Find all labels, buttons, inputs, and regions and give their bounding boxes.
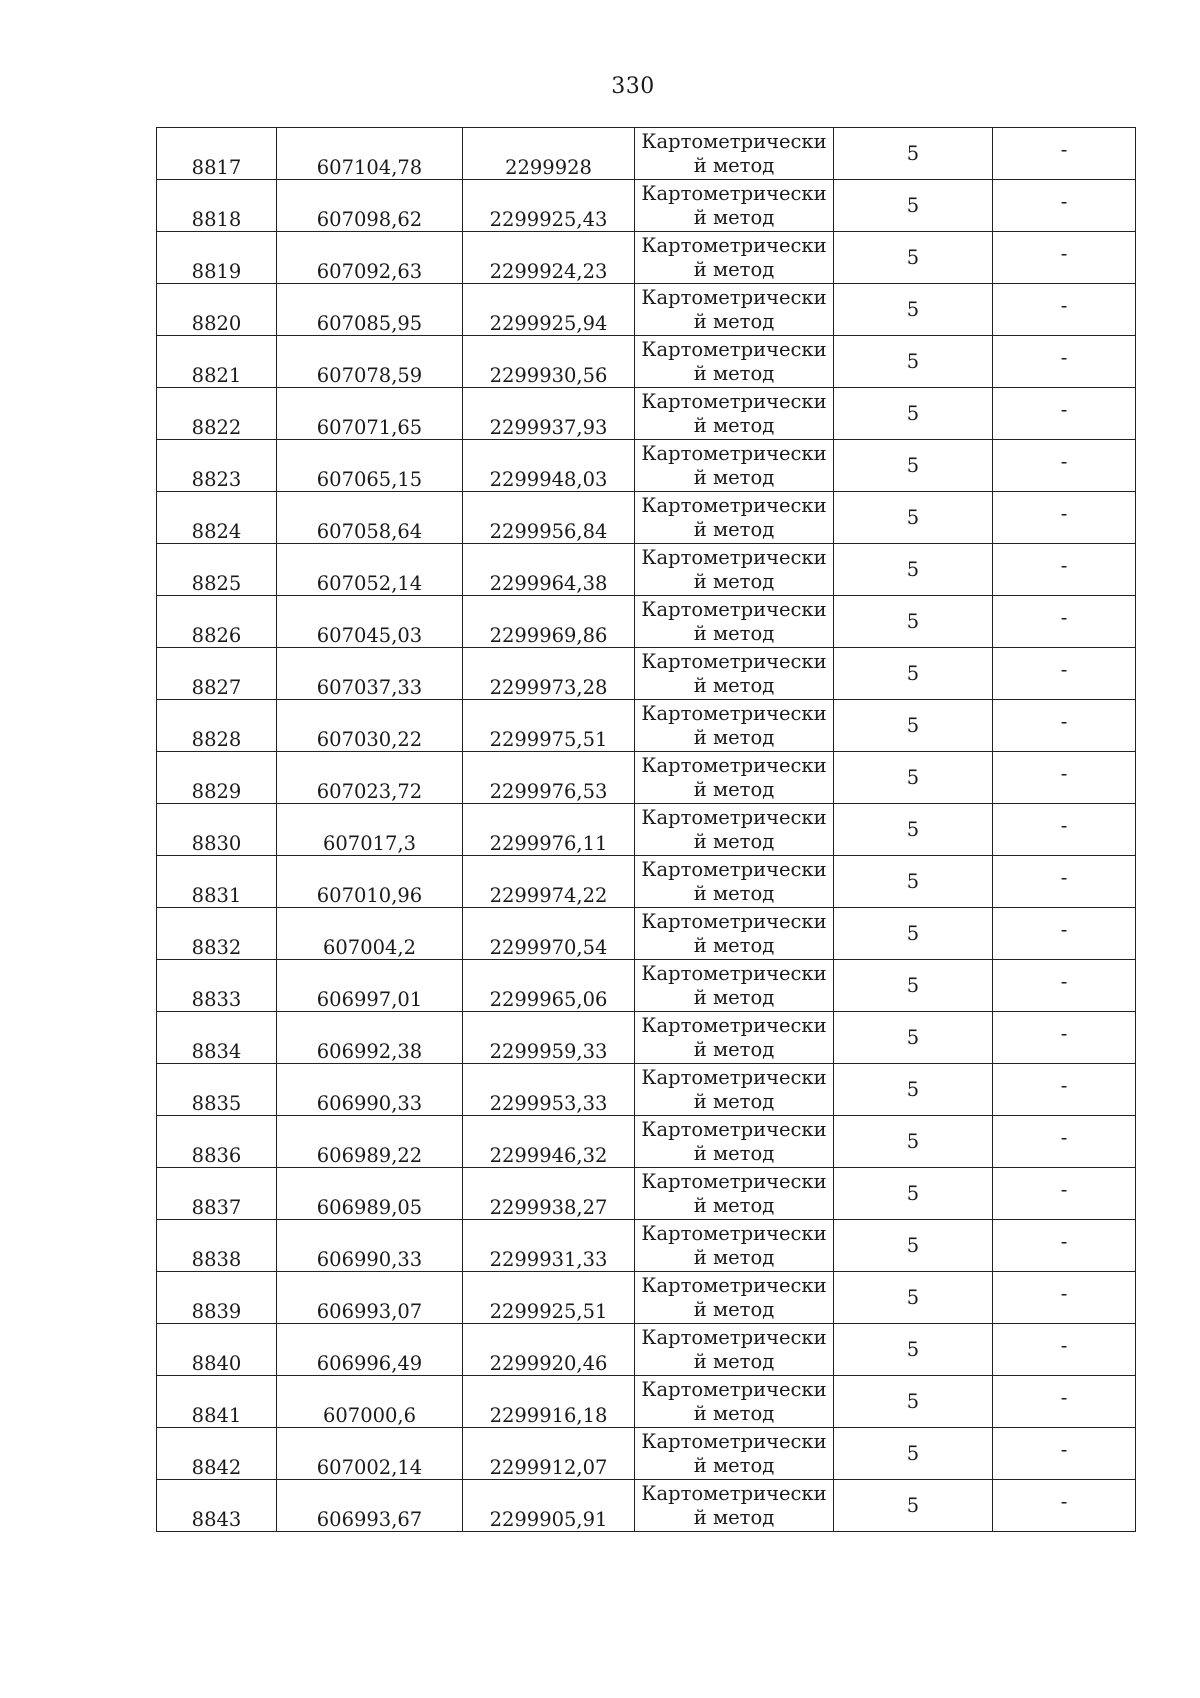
y-coordinate-cell: 2299973,28	[463, 648, 635, 700]
accuracy-cell: 5	[834, 1480, 993, 1532]
y-coordinate-cell: 2299959,33	[463, 1012, 635, 1064]
point-number-cell: 8838	[157, 1220, 277, 1272]
y-coordinate-cell: 2299969,86	[463, 596, 635, 648]
y-coordinate-cell: 2299976,53	[463, 752, 635, 804]
note-cell	[993, 1168, 1136, 1220]
x-coordinate-cell: 606993,07	[277, 1272, 463, 1324]
table-row	[157, 1376, 1136, 1428]
x-coordinate-cell: 606992,38	[277, 1012, 463, 1064]
note-dash: -	[1060, 190, 1068, 213]
method-line-2: й метод	[693, 413, 775, 437]
method-cell	[635, 1012, 834, 1064]
y-coordinate-cell: 2299974,22	[463, 856, 635, 908]
x-coordinate-cell: 607030,22	[277, 700, 463, 752]
method-line-2: й метод	[693, 569, 775, 593]
point-number-cell: 8832	[157, 908, 277, 960]
point-number-cell: 8835	[157, 1064, 277, 1116]
x-coordinate-cell: 607002,14	[277, 1428, 463, 1480]
method-line-2: й метод	[693, 985, 775, 1009]
accuracy-cell: 5	[834, 1012, 993, 1064]
method-cell	[635, 1376, 834, 1428]
y-coordinate-cell: 2299938,27	[463, 1168, 635, 1220]
table-row	[157, 1168, 1136, 1220]
y-coordinate-cell: 2299956,84	[463, 492, 635, 544]
note-dash: -	[1060, 1074, 1068, 1097]
method-line-2: й метод	[693, 777, 775, 801]
table-row	[157, 856, 1136, 908]
point-number-cell: 8818	[157, 180, 277, 232]
method-line-1: Картометрически	[641, 909, 827, 933]
method-line-1: Картометрически	[641, 597, 827, 621]
note-dash: -	[1060, 1126, 1068, 1149]
x-coordinate-cell: 606993,67	[277, 1480, 463, 1532]
table-row	[157, 440, 1136, 492]
x-coordinate-cell: 607065,15	[277, 440, 463, 492]
note-dash: -	[1060, 606, 1068, 629]
method-line-2: й метод	[693, 1193, 775, 1217]
table-row	[157, 804, 1136, 856]
method-line-2: й метод	[693, 465, 775, 489]
point-number-cell: 8821	[157, 336, 277, 388]
x-coordinate-cell: 606996,49	[277, 1324, 463, 1376]
method-cell	[635, 700, 834, 752]
method-line-1: Картометрически	[641, 753, 827, 777]
point-number-cell: 8837	[157, 1168, 277, 1220]
table-row	[157, 960, 1136, 1012]
x-coordinate-cell: 607010,96	[277, 856, 463, 908]
method-line-2: й метод	[693, 361, 775, 385]
method-line-1: Картометрически	[641, 1325, 827, 1349]
method-line-2: й метод	[693, 309, 775, 333]
method-cell	[635, 180, 834, 232]
x-coordinate-cell: 607037,33	[277, 648, 463, 700]
method-line-2: й метод	[693, 1089, 775, 1113]
note-dash: -	[1060, 1022, 1068, 1045]
table-row	[157, 1064, 1136, 1116]
method-line-1: Картометрически	[641, 1013, 827, 1037]
table-row	[157, 1324, 1136, 1376]
method-cell	[635, 1220, 834, 1272]
note-dash: -	[1060, 814, 1068, 837]
accuracy-cell: 5	[834, 1220, 993, 1272]
method-line-1: Картометрически	[641, 857, 827, 881]
point-number-cell: 8830	[157, 804, 277, 856]
y-coordinate-cell: 2299976,11	[463, 804, 635, 856]
point-number-cell: 8843	[157, 1480, 277, 1532]
method-line-1: Картометрически	[641, 1481, 827, 1505]
method-line-2: й метод	[693, 205, 775, 229]
method-line-2: й метод	[693, 673, 775, 697]
x-coordinate-cell: 607045,03	[277, 596, 463, 648]
y-coordinate-cell: 2299931,33	[463, 1220, 635, 1272]
x-coordinate-cell: 607104,78	[277, 128, 463, 180]
table-row	[157, 700, 1136, 752]
y-coordinate-cell: 2299953,33	[463, 1064, 635, 1116]
y-coordinate-cell: 2299925,43	[463, 180, 635, 232]
accuracy-cell: 5	[834, 492, 993, 544]
method-line-1: Картометрически	[641, 1377, 827, 1401]
method-line-1: Картометрически	[641, 545, 827, 569]
note-cell	[993, 544, 1136, 596]
accuracy-cell: 5	[834, 1272, 993, 1324]
table-row	[157, 648, 1136, 700]
note-cell	[993, 1376, 1136, 1428]
note-cell	[993, 440, 1136, 492]
note-dash: -	[1060, 1178, 1068, 1201]
table-row	[157, 752, 1136, 804]
note-dash: -	[1060, 450, 1068, 473]
method-line-1: Картометрически	[641, 1429, 827, 1453]
method-line-2: й метод	[693, 621, 775, 645]
x-coordinate-cell: 607023,72	[277, 752, 463, 804]
method-cell	[635, 1480, 834, 1532]
method-line-1: Картометрически	[641, 129, 827, 153]
note-cell	[993, 908, 1136, 960]
method-cell	[635, 1428, 834, 1480]
note-cell	[993, 1012, 1136, 1064]
point-number-cell: 8823	[157, 440, 277, 492]
table-row	[157, 1272, 1136, 1324]
accuracy-cell: 5	[834, 960, 993, 1012]
note-cell	[993, 128, 1136, 180]
note-cell	[993, 596, 1136, 648]
accuracy-cell: 5	[834, 1324, 993, 1376]
accuracy-cell: 5	[834, 180, 993, 232]
method-line-2: й метод	[693, 1141, 775, 1165]
y-coordinate-cell: 2299924,23	[463, 232, 635, 284]
table-row	[157, 1480, 1136, 1532]
accuracy-cell: 5	[834, 908, 993, 960]
table-row	[157, 388, 1136, 440]
note-dash: -	[1060, 1386, 1068, 1409]
accuracy-cell: 5	[834, 648, 993, 700]
coordinates-table	[156, 127, 1136, 1532]
note-cell	[993, 388, 1136, 440]
method-line-2: й метод	[693, 1349, 775, 1373]
accuracy-cell: 5	[834, 336, 993, 388]
note-dash: -	[1060, 658, 1068, 681]
table-row	[157, 284, 1136, 336]
method-line-2: й метод	[693, 1505, 775, 1529]
accuracy-cell: 5	[834, 232, 993, 284]
note-dash: -	[1060, 918, 1068, 941]
x-coordinate-cell: 607017,3	[277, 804, 463, 856]
note-dash: -	[1060, 294, 1068, 317]
note-cell	[993, 1272, 1136, 1324]
method-line-2: й метод	[693, 153, 775, 177]
method-line-1: Картометрически	[641, 701, 827, 725]
method-line-1: Картометрически	[641, 233, 827, 257]
y-coordinate-cell: 2299916,18	[463, 1376, 635, 1428]
x-coordinate-cell: 607000,6	[277, 1376, 463, 1428]
y-coordinate-cell: 2299937,93	[463, 388, 635, 440]
method-cell	[635, 388, 834, 440]
accuracy-cell: 5	[834, 1064, 993, 1116]
method-line-2: й метод	[693, 517, 775, 541]
point-number-cell: 8842	[157, 1428, 277, 1480]
method-line-1: Картометрически	[641, 493, 827, 517]
table-row	[157, 1116, 1136, 1168]
accuracy-cell: 5	[834, 700, 993, 752]
table-row	[157, 596, 1136, 648]
y-coordinate-cell: 2299970,54	[463, 908, 635, 960]
note-cell	[993, 960, 1136, 1012]
note-dash: -	[1060, 398, 1068, 421]
method-cell	[635, 232, 834, 284]
method-line-1: Картометрически	[641, 441, 827, 465]
point-number-cell: 8840	[157, 1324, 277, 1376]
method-line-2: й метод	[693, 1297, 775, 1321]
method-line-1: Картометрически	[641, 1221, 827, 1245]
point-number-cell: 8836	[157, 1116, 277, 1168]
method-cell	[635, 856, 834, 908]
table-row	[157, 180, 1136, 232]
method-line-1: Картометрически	[641, 649, 827, 673]
point-number-cell: 8824	[157, 492, 277, 544]
note-dash: -	[1060, 554, 1068, 577]
note-dash: -	[1060, 502, 1068, 525]
note-cell	[993, 1480, 1136, 1532]
table-row	[157, 1428, 1136, 1480]
note-cell	[993, 1116, 1136, 1168]
note-dash: -	[1060, 970, 1068, 993]
note-cell	[993, 180, 1136, 232]
note-dash: -	[1060, 762, 1068, 785]
accuracy-cell: 5	[834, 856, 993, 908]
table-row	[157, 908, 1136, 960]
note-cell	[993, 284, 1136, 336]
y-coordinate-cell: 2299925,51	[463, 1272, 635, 1324]
note-dash: -	[1060, 1282, 1068, 1305]
page-number: 330	[611, 74, 655, 99]
method-line-1: Картометрически	[641, 337, 827, 361]
point-number-cell: 8817	[157, 128, 277, 180]
point-number-cell: 8827	[157, 648, 277, 700]
method-cell	[635, 1116, 834, 1168]
table-row	[157, 492, 1136, 544]
point-number-cell: 8834	[157, 1012, 277, 1064]
note-cell	[993, 856, 1136, 908]
accuracy-cell: 5	[834, 1428, 993, 1480]
method-cell	[635, 128, 834, 180]
accuracy-cell: 5	[834, 1376, 993, 1428]
point-number-cell: 8829	[157, 752, 277, 804]
point-number-cell: 8822	[157, 388, 277, 440]
method-line-2: й метод	[693, 1401, 775, 1425]
accuracy-cell: 5	[834, 596, 993, 648]
point-number-cell: 8820	[157, 284, 277, 336]
point-number-cell: 8833	[157, 960, 277, 1012]
note-dash: -	[1060, 866, 1068, 889]
method-line-1: Картометрически	[641, 389, 827, 413]
table-body	[157, 128, 1136, 1532]
x-coordinate-cell: 607085,95	[277, 284, 463, 336]
y-coordinate-cell: 2299964,38	[463, 544, 635, 596]
point-number-cell: 8839	[157, 1272, 277, 1324]
y-coordinate-cell: 2299905,91	[463, 1480, 635, 1532]
note-cell	[993, 232, 1136, 284]
method-line-2: й метод	[693, 725, 775, 749]
method-cell	[635, 1324, 834, 1376]
method-cell	[635, 1064, 834, 1116]
y-coordinate-cell: 2299920,46	[463, 1324, 635, 1376]
method-cell	[635, 908, 834, 960]
method-line-2: й метод	[693, 1245, 775, 1269]
method-cell	[635, 752, 834, 804]
table-row	[157, 232, 1136, 284]
method-cell	[635, 804, 834, 856]
method-cell	[635, 492, 834, 544]
x-coordinate-cell: 607071,65	[277, 388, 463, 440]
y-coordinate-cell: 2299925,94	[463, 284, 635, 336]
method-cell	[635, 336, 834, 388]
method-line-1: Картометрически	[641, 285, 827, 309]
point-number-cell: 8841	[157, 1376, 277, 1428]
note-dash: -	[1060, 1438, 1068, 1461]
point-number-cell: 8831	[157, 856, 277, 908]
x-coordinate-cell: 607052,14	[277, 544, 463, 596]
y-coordinate-cell: 2299946,32	[463, 1116, 635, 1168]
y-coordinate-cell: 2299928	[463, 128, 635, 180]
y-coordinate-cell: 2299965,06	[463, 960, 635, 1012]
method-line-1: Картометрически	[641, 1065, 827, 1089]
x-coordinate-cell: 606990,33	[277, 1064, 463, 1116]
table-row	[157, 336, 1136, 388]
note-cell	[993, 1064, 1136, 1116]
accuracy-cell: 5	[834, 440, 993, 492]
note-cell	[993, 336, 1136, 388]
accuracy-cell: 5	[834, 544, 993, 596]
x-coordinate-cell: 606990,33	[277, 1220, 463, 1272]
note-cell	[993, 1428, 1136, 1480]
method-line-1: Картометрически	[641, 961, 827, 985]
method-cell	[635, 648, 834, 700]
method-line-1: Картометрически	[641, 1117, 827, 1141]
method-line-1: Картометрически	[641, 181, 827, 205]
accuracy-cell: 5	[834, 1116, 993, 1168]
method-cell	[635, 960, 834, 1012]
note-cell	[993, 804, 1136, 856]
point-number-cell: 8819	[157, 232, 277, 284]
note-cell	[993, 1324, 1136, 1376]
note-cell	[993, 1220, 1136, 1272]
y-coordinate-cell: 2299975,51	[463, 700, 635, 752]
table-row	[157, 128, 1136, 180]
point-number-cell: 8828	[157, 700, 277, 752]
y-coordinate-cell: 2299930,56	[463, 336, 635, 388]
note-cell	[993, 648, 1136, 700]
x-coordinate-cell: 607092,63	[277, 232, 463, 284]
note-cell	[993, 752, 1136, 804]
method-line-2: й метод	[693, 1453, 775, 1477]
x-coordinate-cell: 606997,01	[277, 960, 463, 1012]
x-coordinate-cell: 607098,62	[277, 180, 463, 232]
method-cell	[635, 1272, 834, 1324]
note-dash: -	[1060, 138, 1068, 161]
accuracy-cell: 5	[834, 1168, 993, 1220]
table-row	[157, 544, 1136, 596]
method-line-2: й метод	[693, 829, 775, 853]
method-cell	[635, 1168, 834, 1220]
note-cell	[993, 492, 1136, 544]
y-coordinate-cell: 2299948,03	[463, 440, 635, 492]
method-cell	[635, 440, 834, 492]
note-dash: -	[1060, 1230, 1068, 1253]
x-coordinate-cell: 607058,64	[277, 492, 463, 544]
accuracy-cell: 5	[834, 284, 993, 336]
point-number-cell: 8825	[157, 544, 277, 596]
x-coordinate-cell: 607004,2	[277, 908, 463, 960]
method-line-1: Картометрически	[641, 1169, 827, 1193]
note-dash: -	[1060, 1490, 1068, 1513]
note-cell	[993, 700, 1136, 752]
method-line-2: й метод	[693, 257, 775, 281]
note-dash: -	[1060, 346, 1068, 369]
method-line-1: Картометрически	[641, 1273, 827, 1297]
accuracy-cell: 5	[834, 128, 993, 180]
table-row	[157, 1220, 1136, 1272]
y-coordinate-cell: 2299912,07	[463, 1428, 635, 1480]
method-line-1: Картометрически	[641, 805, 827, 829]
accuracy-cell: 5	[834, 804, 993, 856]
method-cell	[635, 596, 834, 648]
accuracy-cell: 5	[834, 752, 993, 804]
x-coordinate-cell: 607078,59	[277, 336, 463, 388]
table-row	[157, 1012, 1136, 1064]
method-line-2: й метод	[693, 881, 775, 905]
x-coordinate-cell: 606989,05	[277, 1168, 463, 1220]
method-line-2: й метод	[693, 933, 775, 957]
method-cell	[635, 284, 834, 336]
note-dash: -	[1060, 1334, 1068, 1357]
accuracy-cell: 5	[834, 388, 993, 440]
method-line-2: й метод	[693, 1037, 775, 1061]
method-cell	[635, 544, 834, 596]
point-number-cell: 8826	[157, 596, 277, 648]
note-dash: -	[1060, 710, 1068, 733]
note-dash: -	[1060, 242, 1068, 265]
x-coordinate-cell: 606989,22	[277, 1116, 463, 1168]
